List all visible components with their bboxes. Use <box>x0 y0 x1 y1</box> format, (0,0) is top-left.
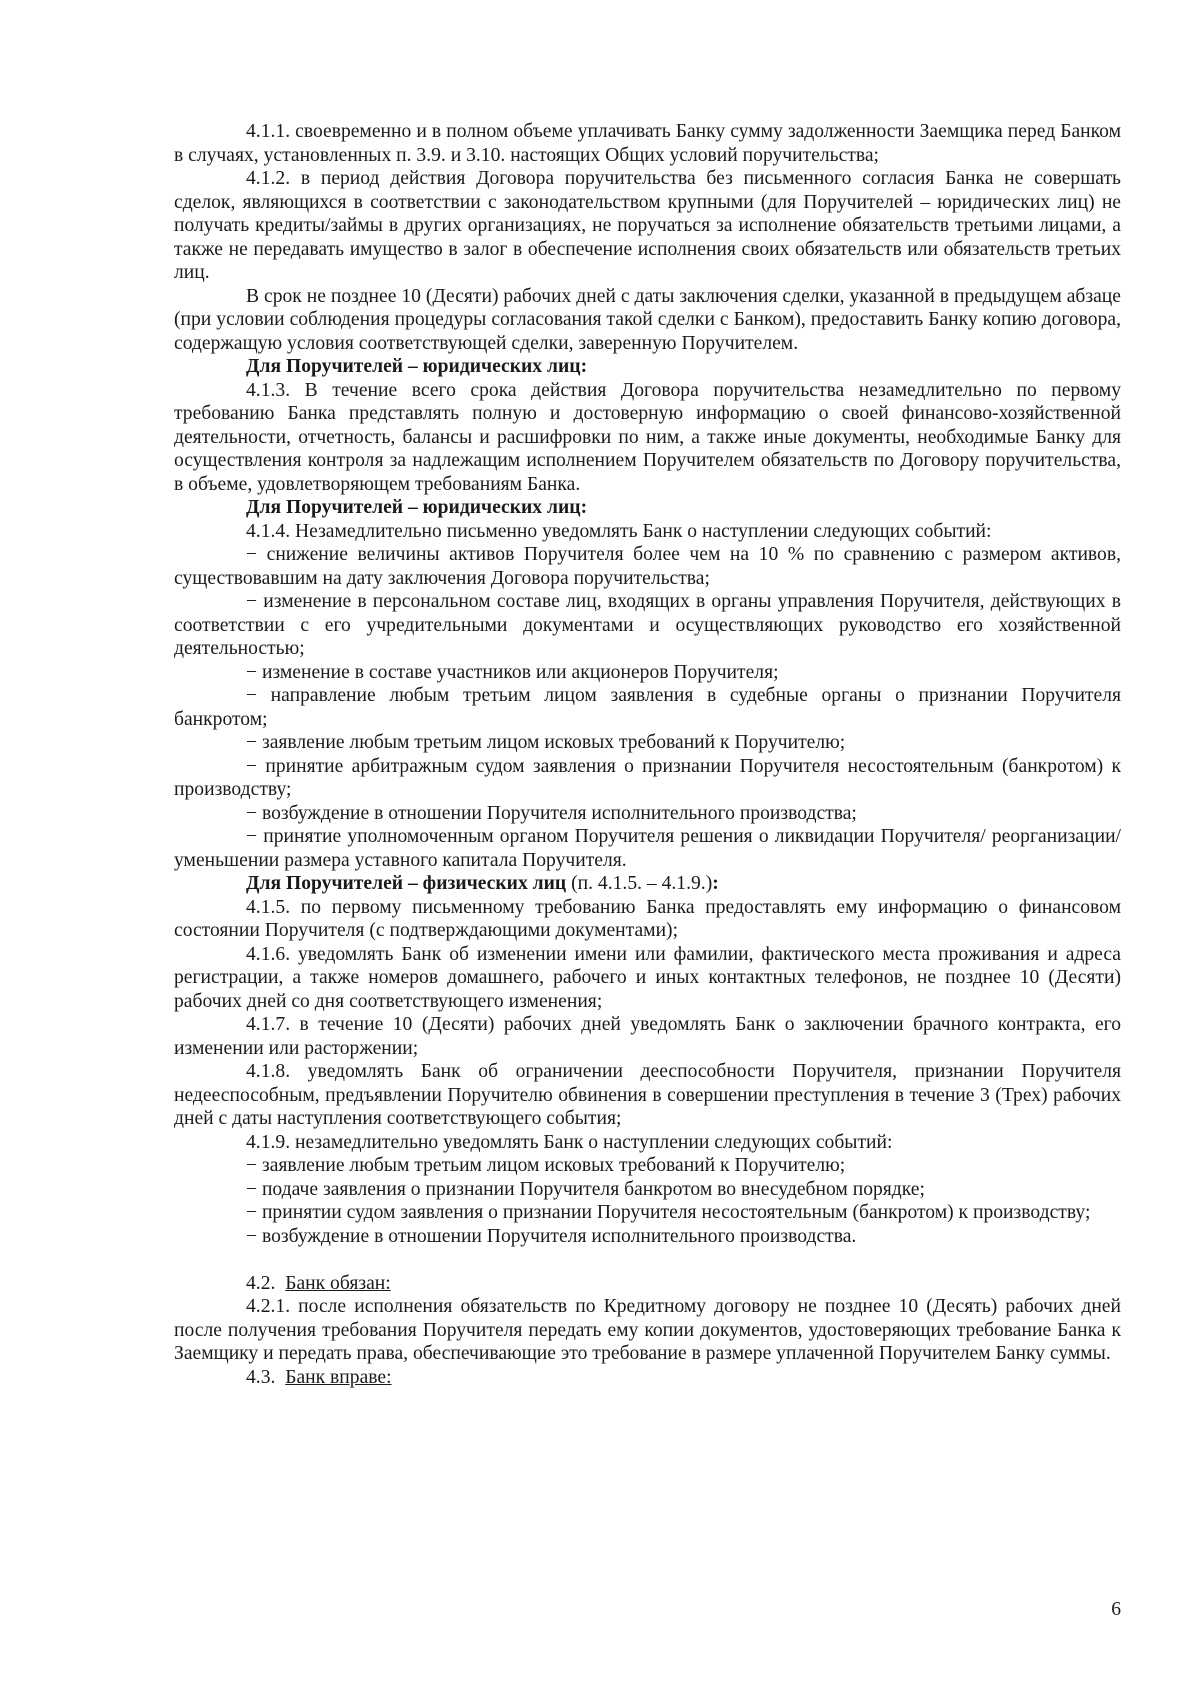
section-heading-legal-entities: Для Поручителей – юридических лиц: <box>246 356 588 377</box>
list-item: − возбуждение в отношении Поручителя исполнительного производства; <box>246 802 857 824</box>
heading-note: (п. 4.1.5. – 4.1.9.) <box>566 873 713 894</box>
paragraph-4-1-5: 4.1.5. по первому письменному требованию Банка предоставлять ему информацию о финансовом состоянии Поручителя (с подтверждающими документами); <box>174 896 1121 941</box>
section-number: 4.3. <box>246 1366 276 1388</box>
list-item: − подаче заявления о признании Поручителя банкротом во внесудебном порядке; <box>246 1178 925 1200</box>
paragraph-4-1-2-deadline: В срок не позднее 10 (Десяти) рабочих дней с даты заключения сделки, указанной в предыдущем абзаце (при условии соблюдения процедуры согласования такой сделки с Банком), предоставить Банку копию договора, содержащую условия соответствующей сделки, заверенную Поручителем. <box>174 285 1121 354</box>
paragraph-4-1-7: 4.1.7. в течение 10 (Десяти) рабочих дней уведомлять Банк о заключении брачного контракта, его изменении или расторжении; <box>174 1014 1121 1059</box>
list-item: − изменение в составе участников или акционеров Поручителя; <box>246 661 779 683</box>
paragraph-4-1-9: 4.1.9. незамедлительно уведомлять Банк о наступлении следующих событий: <box>246 1131 893 1153</box>
section-title: Банк вправе: <box>285 1366 392 1388</box>
section-number: 4.2. <box>246 1272 276 1294</box>
section-title: Банк обязан: <box>285 1272 391 1294</box>
section-heading-individuals <box>174 872 1121 896</box>
paragraph-4-1-1: 4.1.1. своевременно и в полном объеме уплачивать Банку сумму задолженности Заемщика перед Банком в случаях, установленных п. 3.9. и 3.10. настоящих Общих условий поручительства; <box>174 121 1121 166</box>
section-4-2-heading <box>174 1272 1121 1296</box>
list-item: − направление любым третьим лицом заявления в судебные органы о признании Поручителя банкротом; <box>174 685 1121 730</box>
list-item: − снижение величины активов Поручителя более чем на 10 % по сравнению с размером активов, существовавшим на дату заключения Договора поручительства; <box>174 544 1121 589</box>
list-item: − принятие арбитражным судом заявления о признании Поручителя несостоятельным (банкротом) к производству; <box>174 755 1121 800</box>
page-number: 6 <box>1111 1599 1121 1620</box>
list-item: − заявление любым третьим лицом исковых требований к Поручителю; <box>246 1155 846 1176</box>
section-4-3-heading <box>174 1366 1121 1390</box>
paragraph-4-1-6: 4.1.6. уведомлять Банк об изменении имени или фамилии, фактического места проживания и адреса регистрации, а также номеров домашнего, рабочего и иных контактных телефонов, не позднее 10 (Десяти) рабочих дней со дня соответствующего изменения; <box>174 943 1121 1012</box>
list-item: − принятии судом заявления о признании Поручителя несостоятельным (банкротом) к производству; <box>246 1202 1091 1223</box>
paragraph-4-1-4: 4.1.4. Незамедлительно письменно уведомлять Банк о наступлении следующих событий: <box>246 520 992 542</box>
blank-line <box>174 1248 1121 1272</box>
document-body <box>174 120 1121 1389</box>
heading-colon: : <box>712 873 719 894</box>
paragraph-4-1-3: 4.1.3. В течение всего срока действия Договора поручительства незамедлительно по первому требованию Банка представлять полную и достоверную информацию о своей финансово-хозяйственной деятельности, отчетность, балансы и расшифровки по ним, а также иные документы, необходимые Банку для осуществления контроля за надлежащим исполнением Поручителем обязательств по Договору поручительства, в объеме, удовлетворяющем требованиям Банка. <box>174 379 1121 495</box>
paragraph-4-1-2: 4.1.2. в период действия Договора поручительства без письменного согласия Банка не совершать сделок, являющихся в соответствии с законодательством крупными (для Поручителей – юридических лиц) не получать кредиты/займы в других организациях, не поручаться за исполнение обязательств третьими лицами, а также не передавать имущество в залог в обеспечение исполнения своих обязательств или обязательств третьих лиц. <box>174 168 1121 283</box>
list-item: − принятие уполномоченным органом Поручителя решения о ликвидации Поручителя/ реорганизации/ уменьшении размера уставного капитала Поручителя. <box>174 826 1121 871</box>
list-item: − возбуждение в отношении Поручителя исполнительного производства. <box>246 1225 857 1247</box>
list-item: − заявление любым третьим лицом исковых требований к Поручителю; <box>246 732 846 753</box>
heading-text: Для Поручителей – физических лиц <box>246 873 567 894</box>
paragraph-4-1-8: 4.1.8. уведомлять Банк об ограничении дееспособности Поручителя, признании Поручителя недееспособным, предъявлении Поручителю обвинения в совершении преступления в течение 3 (Трех) рабочих дней с даты наступления соответствующего события; <box>174 1061 1121 1129</box>
paragraph-4-2-1: 4.2.1. после исполнения обязательств по Кредитному договору не позднее 10 (Десять) рабочих дней после получения требования Поручителя передать ему копии документов, удостоверяющих требование Банка к Заемщику и передать права, обеспечивающие это требование в размере уплаченной Поручителем Банку суммы. <box>174 1296 1121 1364</box>
section-heading-legal-entities: Для Поручителей – юридических лиц: <box>246 497 588 518</box>
list-item: − изменение в персональном составе лиц, входящих в органы управления Поручителя, действующих в соответствии с его учредительными документами и осуществляющих руководство его хозяйственной деятельностью; <box>174 591 1121 659</box>
